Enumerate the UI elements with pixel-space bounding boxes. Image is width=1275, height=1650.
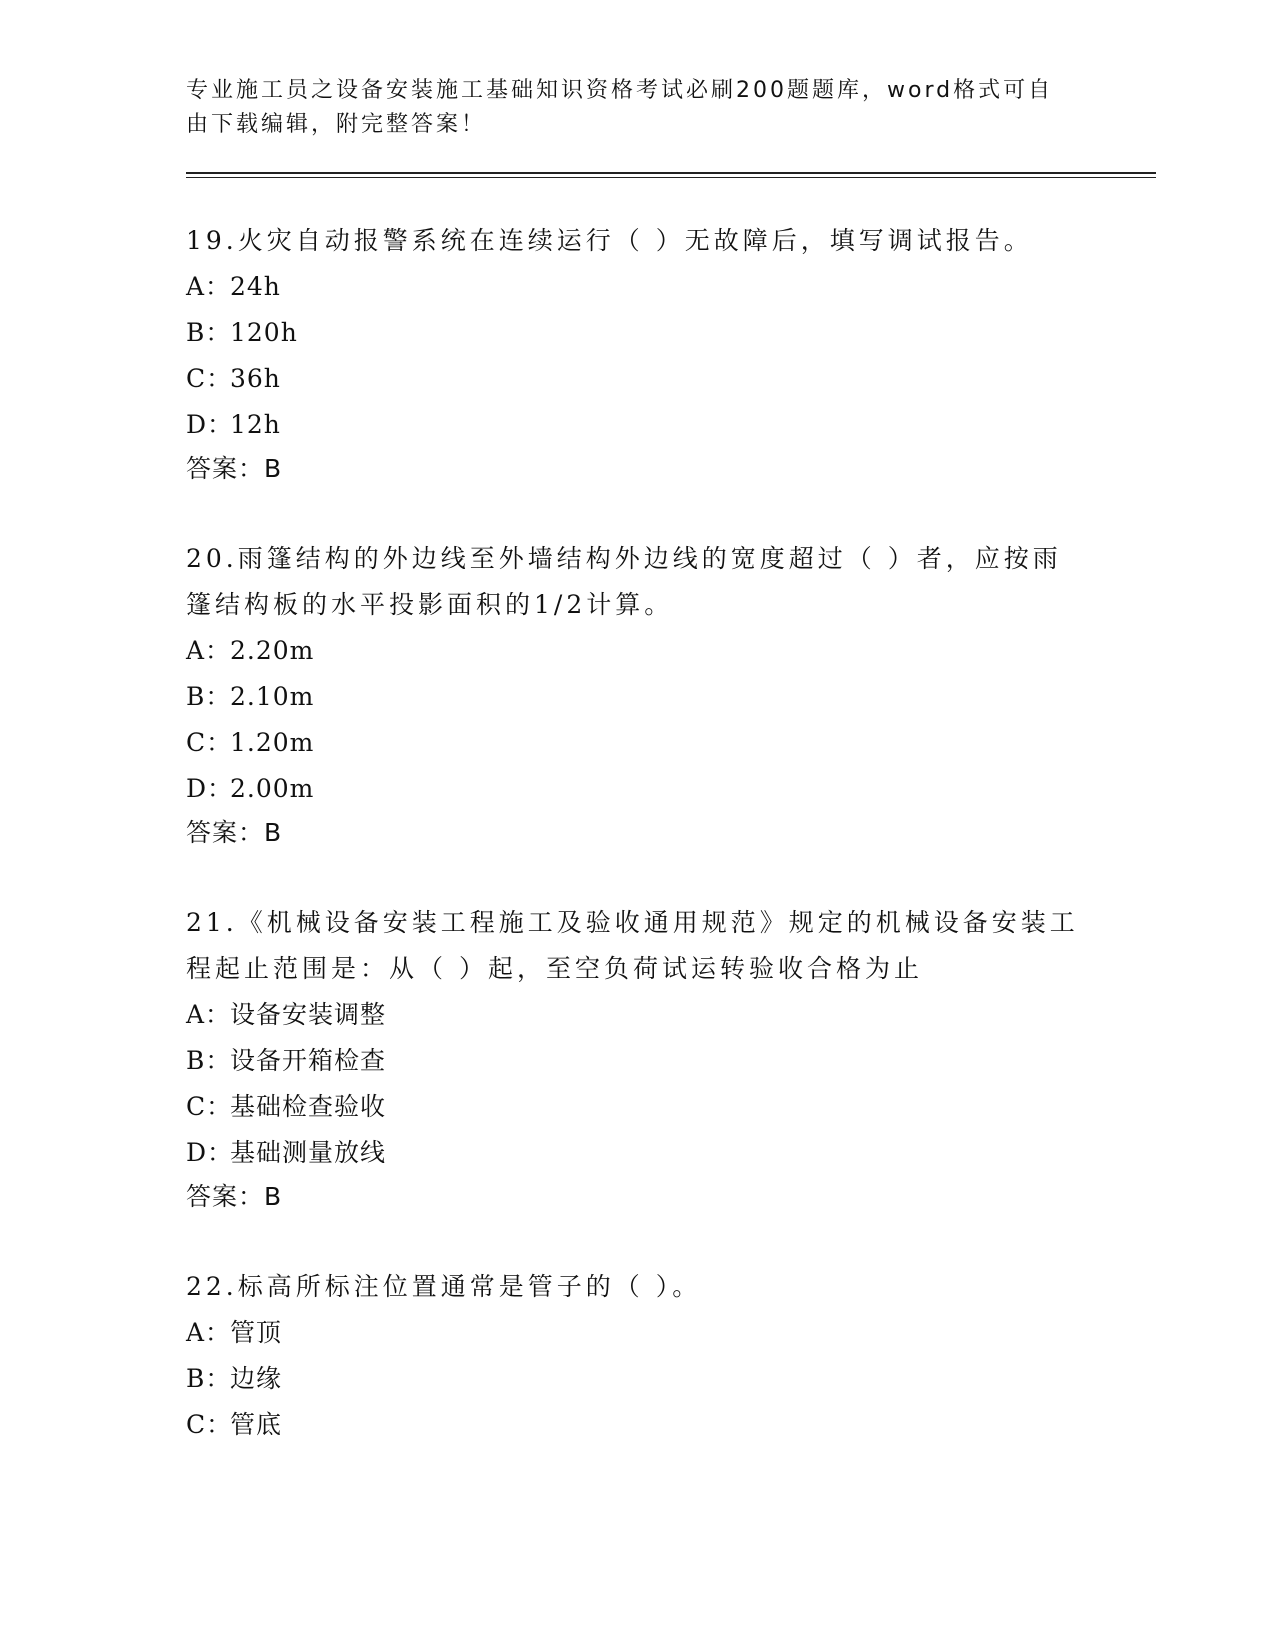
question-21	[186, 900, 1156, 1218]
question-stem: 19.火灾自动报警系统在连续运行（ ）无故障后，填写调试报告。	[186, 226, 1033, 255]
option-letter: B：	[186, 318, 232, 347]
option-letter: A：	[186, 1318, 232, 1347]
option-letter: A：	[186, 636, 232, 665]
question-stem: 20.雨篷结构的外边线至外墙结构外边线的宽度超过（ ）者，应按雨篷结构板的水平投影面积的1/2计算。	[186, 544, 1062, 619]
option-letter: C：	[186, 364, 233, 393]
option-letter: A：	[186, 1000, 232, 1029]
option-a	[186, 1310, 1156, 1356]
option-letter: D：	[186, 774, 234, 803]
option-text: 基础检查验收	[230, 1092, 387, 1121]
option-text: 12h	[230, 410, 281, 439]
option-letter: D：	[186, 410, 234, 439]
option-letter: C：	[186, 728, 233, 757]
question-19	[186, 218, 1156, 490]
option-a	[186, 264, 1156, 310]
option-text: 120h	[230, 318, 298, 347]
option-text: 2.10m	[230, 682, 315, 711]
option-text: 边缘	[230, 1364, 283, 1393]
option-text: 基础测量放线	[230, 1138, 387, 1167]
document-page	[186, 0, 1156, 1494]
answer-line: 答案：B	[186, 454, 283, 483]
option-text: 设备开箱检查	[230, 1046, 387, 1075]
option-b	[186, 1038, 1156, 1084]
option-d	[186, 766, 1156, 812]
option-text: 1.20m	[230, 728, 315, 757]
question-stem: 22.标高所标注位置通常是管子的（ ）。	[186, 1272, 702, 1301]
option-letter: B：	[186, 1046, 232, 1075]
option-c	[186, 1402, 1156, 1448]
option-a	[186, 628, 1156, 674]
option-letter: C：	[186, 1092, 233, 1121]
option-b	[186, 674, 1156, 720]
option-a	[186, 992, 1156, 1038]
option-b	[186, 1356, 1156, 1402]
option-text: 设备安装调整	[230, 1000, 387, 1029]
option-c	[186, 356, 1156, 402]
answer-line: 答案：B	[186, 818, 283, 847]
question-22	[186, 1264, 1156, 1448]
option-letter: B：	[186, 1364, 232, 1393]
option-letter: A：	[186, 272, 232, 301]
option-letter: D：	[186, 1138, 234, 1167]
option-c	[186, 1084, 1156, 1130]
option-d	[186, 1130, 1156, 1176]
question-stem: 21.《机械设备安装工程施工及验收通用规范》规定的机械设备安装工程起止范围是：从（ ）起，至空负荷试运转验收合格为止	[186, 908, 1079, 983]
option-c	[186, 720, 1156, 766]
header-divider	[186, 172, 1156, 178]
question-20	[186, 536, 1156, 854]
option-text: 2.00m	[230, 774, 315, 803]
option-b	[186, 310, 1156, 356]
option-d	[186, 402, 1156, 448]
document-header: 专业施工员之设备安装施工基础知识资格考试必刷200题题库，word格式可自由下载编辑，附完整答案！	[186, 78, 1054, 137]
option-letter: B：	[186, 682, 232, 711]
answer-line: 答案：B	[186, 1182, 283, 1211]
option-text: 2.20m	[230, 636, 315, 665]
option-text: 管底	[230, 1410, 283, 1439]
option-letter: C：	[186, 1410, 233, 1439]
option-text: 36h	[230, 364, 281, 393]
option-text: 24h	[230, 272, 281, 301]
option-text: 管顶	[230, 1318, 283, 1347]
